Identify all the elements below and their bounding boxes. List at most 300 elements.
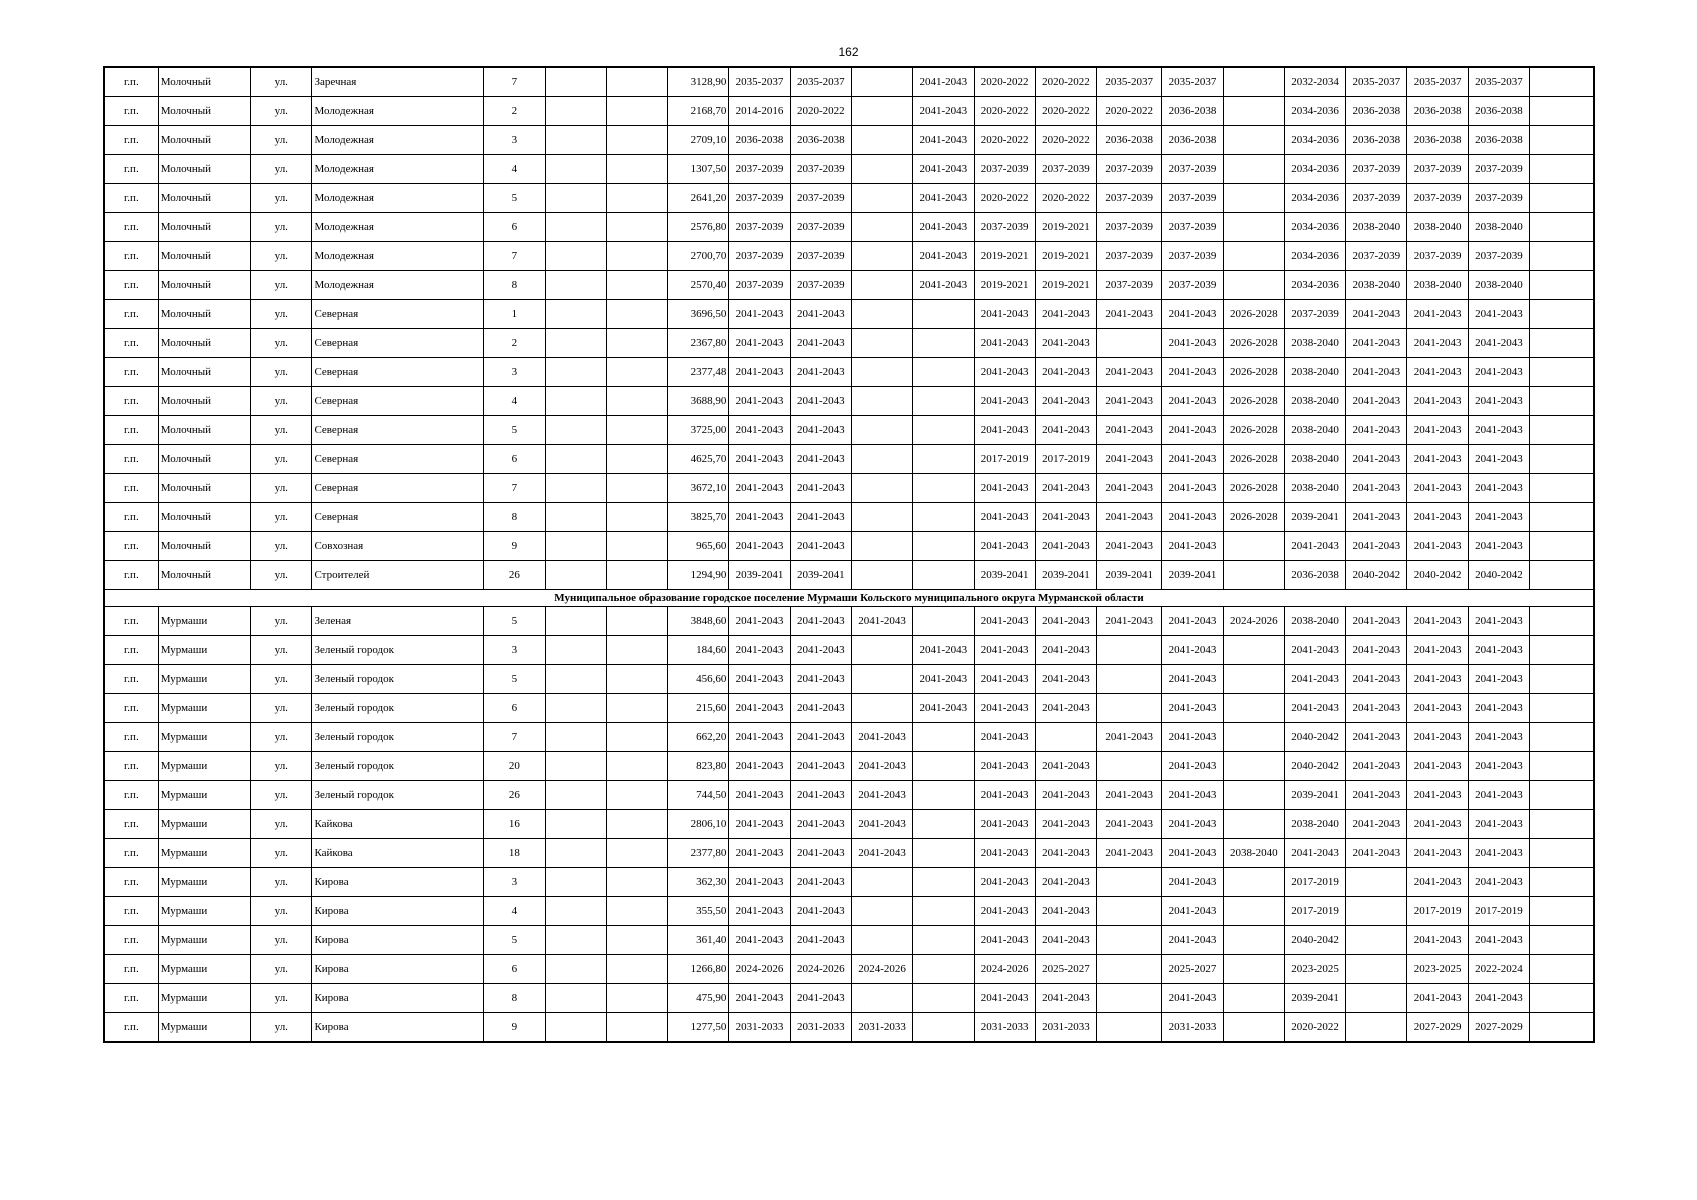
- table-cell: г.п.: [104, 416, 158, 445]
- table-cell: Мурмаши: [158, 1013, 250, 1043]
- table-cell: ул.: [251, 155, 312, 184]
- table-cell: [1097, 897, 1162, 926]
- table-cell: 2038-2040: [1346, 271, 1407, 300]
- table-cell: 2041-2043: [1284, 839, 1345, 868]
- table-cell: [913, 810, 974, 839]
- table-cell: [1346, 926, 1407, 955]
- table-cell: 2041-2043: [729, 781, 790, 810]
- table-cell: 2041-2043: [1407, 694, 1468, 723]
- table-row: [104, 607, 1594, 636]
- table-cell: [606, 213, 667, 242]
- table-cell: 2041-2043: [729, 810, 790, 839]
- table-cell: 2041-2043: [1407, 868, 1468, 897]
- table-cell: 2576,80: [668, 213, 729, 242]
- table-cell: 2041-2043: [1407, 300, 1468, 329]
- table-cell: Зеленый городок: [312, 752, 484, 781]
- table-cell: [606, 387, 667, 416]
- table-row: [104, 329, 1594, 358]
- table-cell: 2027-2029: [1468, 1013, 1529, 1043]
- table-cell: Молочный: [158, 387, 250, 416]
- table-cell: [606, 926, 667, 955]
- table-cell: 2037-2039: [1097, 155, 1162, 184]
- table-cell: ул.: [251, 955, 312, 984]
- table-cell: [545, 474, 606, 503]
- table-cell: [1223, 271, 1284, 300]
- table-cell: [1530, 242, 1594, 271]
- table-cell: [1530, 897, 1594, 926]
- table-cell: 2020-2022: [1035, 184, 1096, 213]
- table-cell: 2041-2043: [790, 416, 851, 445]
- table-body-molochny: [104, 67, 1594, 590]
- table-cell: 2041-2043: [790, 474, 851, 503]
- table-cell: 2041-2043: [1407, 474, 1468, 503]
- table-cell: 2041-2043: [729, 474, 790, 503]
- table-cell: 2041-2043: [974, 984, 1035, 1013]
- table-cell: 2017-2019: [1284, 868, 1345, 897]
- table-cell: 2041-2043: [1346, 300, 1407, 329]
- table-cell: 2037-2039: [790, 213, 851, 242]
- table-row: [104, 445, 1594, 474]
- table-cell: [913, 868, 974, 897]
- table-cell: 2041-2043: [851, 607, 912, 636]
- table-cell: [1530, 329, 1594, 358]
- table-cell: 2041-2043: [1346, 474, 1407, 503]
- table-cell: ул.: [251, 607, 312, 636]
- table-cell: 2041-2043: [729, 358, 790, 387]
- table-cell: 2017-2019: [1468, 897, 1529, 926]
- table-cell: 2038-2040: [1346, 213, 1407, 242]
- table-cell: 2041-2043: [729, 694, 790, 723]
- table-cell: ул.: [251, 329, 312, 358]
- table-cell: 2041-2043: [1407, 607, 1468, 636]
- table-cell: г.п.: [104, 694, 158, 723]
- table-cell: 2041-2043: [1468, 839, 1529, 868]
- table-cell: [1530, 926, 1594, 955]
- table-cell: 2041-2043: [790, 607, 851, 636]
- table-cell: г.п.: [104, 474, 158, 503]
- table-cell: 2038-2040: [1468, 271, 1529, 300]
- table-cell: [1097, 984, 1162, 1013]
- table-cell: 2037-2039: [1035, 155, 1096, 184]
- table-row: [104, 358, 1594, 387]
- table-cell: 9: [484, 1013, 545, 1043]
- table-cell: 2041-2043: [913, 213, 974, 242]
- table-cell: [545, 561, 606, 590]
- table-row: [104, 97, 1594, 126]
- table-cell: 2041-2043: [1284, 636, 1345, 665]
- table-cell: 2041-2043: [1162, 474, 1223, 503]
- table-cell: [1530, 445, 1594, 474]
- table-cell: г.п.: [104, 300, 158, 329]
- table-cell: [851, 532, 912, 561]
- table-cell: Мурмаши: [158, 694, 250, 723]
- table-cell: 2041-2043: [1035, 636, 1096, 665]
- table-cell: 2040-2042: [1468, 561, 1529, 590]
- table-cell: г.п.: [104, 636, 158, 665]
- table-cell: Кирова: [312, 1013, 484, 1043]
- table-cell: 2806,10: [668, 810, 729, 839]
- table-row: [104, 984, 1594, 1013]
- table-cell: [1223, 752, 1284, 781]
- table-cell: 5: [484, 665, 545, 694]
- table-cell: 2041-2043: [1346, 810, 1407, 839]
- table-cell: Молочный: [158, 445, 250, 474]
- table-cell: ул.: [251, 67, 312, 97]
- table-cell: 2037-2039: [1468, 242, 1529, 271]
- table-cell: 2041-2043: [1035, 810, 1096, 839]
- table-cell: Молочный: [158, 213, 250, 242]
- table-cell: 2041-2043: [1035, 897, 1096, 926]
- table-cell: [851, 126, 912, 155]
- table-cell: [1346, 868, 1407, 897]
- table-row: [104, 126, 1594, 155]
- table-cell: [913, 532, 974, 561]
- table-cell: г.п.: [104, 665, 158, 694]
- table-cell: [606, 752, 667, 781]
- table-cell: г.п.: [104, 213, 158, 242]
- table-cell: [1530, 184, 1594, 213]
- table-cell: 2034-2036: [1284, 271, 1345, 300]
- table-cell: 2041-2043: [974, 723, 1035, 752]
- table-cell: 2041-2043: [1468, 329, 1529, 358]
- table-cell: г.п.: [104, 184, 158, 213]
- table-cell: 2041-2043: [790, 532, 851, 561]
- table-cell: г.п.: [104, 67, 158, 97]
- table-cell: 2020-2022: [974, 184, 1035, 213]
- section-title: Муниципальное образование городское поселение Мурмаши Кольского муниципального округа Мурманской области: [104, 590, 1594, 607]
- table-cell: 2035-2037: [1468, 67, 1529, 97]
- table-cell: 2026-2028: [1223, 300, 1284, 329]
- table-row: [104, 955, 1594, 984]
- table-cell: 2641,20: [668, 184, 729, 213]
- table-cell: 2041-2043: [974, 926, 1035, 955]
- table-cell: 2041-2043: [1035, 839, 1096, 868]
- table-cell: 2019-2021: [974, 271, 1035, 300]
- table-cell: Мурмаши: [158, 723, 250, 752]
- table-cell: [545, 532, 606, 561]
- table-row: [104, 532, 1594, 561]
- table-cell: [545, 242, 606, 271]
- table-cell: [1097, 636, 1162, 665]
- table-cell: 2037-2039: [790, 242, 851, 271]
- table-cell: 2041-2043: [1162, 607, 1223, 636]
- table-cell: 2041-2043: [1035, 984, 1096, 1013]
- table-row: [104, 636, 1594, 665]
- table-cell: 2041-2043: [1468, 694, 1529, 723]
- table-cell: [1223, 955, 1284, 984]
- table-cell: [1530, 1013, 1594, 1043]
- table-cell: 2041-2043: [1468, 503, 1529, 532]
- table-cell: [1530, 810, 1594, 839]
- table-cell: 2020-2022: [1097, 97, 1162, 126]
- table-cell: 7: [484, 67, 545, 97]
- table-cell: 2041-2043: [913, 126, 974, 155]
- table-cell: 2041-2043: [913, 694, 974, 723]
- table-cell: Северная: [312, 503, 484, 532]
- table-cell: Северная: [312, 387, 484, 416]
- table-cell: [851, 868, 912, 897]
- table-row: [104, 810, 1594, 839]
- table-cell: 2026-2028: [1223, 503, 1284, 532]
- table-cell: [606, 897, 667, 926]
- table-cell: [606, 636, 667, 665]
- table-cell: 2041-2043: [729, 984, 790, 1013]
- table-cell: 7: [484, 242, 545, 271]
- table-cell: 2036-2038: [1284, 561, 1345, 590]
- table-cell: 2041-2043: [729, 416, 790, 445]
- table-cell: 2035-2037: [1346, 67, 1407, 97]
- table-row: [104, 503, 1594, 532]
- table-cell: 2038-2040: [1284, 474, 1345, 503]
- table-cell: [1097, 329, 1162, 358]
- table-cell: [606, 532, 667, 561]
- table-cell: 2037-2039: [729, 213, 790, 242]
- table-cell: [1223, 242, 1284, 271]
- table-cell: 2041-2043: [851, 752, 912, 781]
- table-cell: г.п.: [104, 897, 158, 926]
- table-cell: 2025-2027: [1162, 955, 1223, 984]
- table-cell: 2041-2043: [1284, 532, 1345, 561]
- table-cell: 2038-2040: [1284, 810, 1345, 839]
- table-cell: Молочный: [158, 97, 250, 126]
- table-cell: [913, 1013, 974, 1043]
- table-cell: Зеленый городок: [312, 723, 484, 752]
- table-cell: 2040-2042: [1407, 561, 1468, 590]
- table-cell: 2041-2043: [1346, 781, 1407, 810]
- table-cell: Северная: [312, 329, 484, 358]
- table-cell: 2041-2043: [1035, 532, 1096, 561]
- table-cell: 2041-2043: [790, 781, 851, 810]
- table-cell: [606, 984, 667, 1013]
- table-cell: 2020-2022: [1035, 97, 1096, 126]
- table-cell: [1530, 636, 1594, 665]
- table-cell: 2041-2043: [1162, 839, 1223, 868]
- table-cell: [606, 358, 667, 387]
- table-cell: 2037-2039: [1162, 271, 1223, 300]
- table-cell: 2041-2043: [1407, 984, 1468, 1013]
- table-cell: [851, 387, 912, 416]
- table-cell: 2041-2043: [1346, 694, 1407, 723]
- table-cell: ул.: [251, 839, 312, 868]
- table-cell: 2041-2043: [1468, 445, 1529, 474]
- table-cell: 2041-2043: [851, 781, 912, 810]
- table-cell: 2026-2028: [1223, 358, 1284, 387]
- table-cell: г.п.: [104, 387, 158, 416]
- table-cell: 2038-2040: [1284, 416, 1345, 445]
- table-cell: Молодежная: [312, 271, 484, 300]
- table-cell: Молочный: [158, 184, 250, 213]
- table-cell: [913, 561, 974, 590]
- table-cell: г.п.: [104, 97, 158, 126]
- table-cell: ул.: [251, 416, 312, 445]
- table-cell: [1530, 126, 1594, 155]
- table-cell: 2041-2043: [974, 607, 1035, 636]
- table-cell: 2037-2039: [1468, 184, 1529, 213]
- table-cell: [545, 665, 606, 694]
- table-cell: 2041-2043: [1035, 781, 1096, 810]
- table-cell: 2039-2041: [790, 561, 851, 590]
- table-cell: [545, 213, 606, 242]
- table-row: [104, 897, 1594, 926]
- table-cell: [913, 607, 974, 636]
- table-cell: [1097, 752, 1162, 781]
- table-cell: 2038-2040: [1223, 839, 1284, 868]
- table-cell: г.п.: [104, 503, 158, 532]
- table-row: [104, 752, 1594, 781]
- table-cell: Молодежная: [312, 242, 484, 271]
- table-cell: ул.: [251, 723, 312, 752]
- table-cell: 2019-2021: [1035, 271, 1096, 300]
- table-cell: 2041-2043: [1097, 300, 1162, 329]
- table-cell: 2041-2043: [1035, 300, 1096, 329]
- table-cell: 2041-2043: [1468, 868, 1529, 897]
- table-cell: Кирова: [312, 926, 484, 955]
- table-cell: [545, 387, 606, 416]
- table-cell: ул.: [251, 561, 312, 590]
- table-cell: 2024-2026: [790, 955, 851, 984]
- table-cell: 3696,50: [668, 300, 729, 329]
- table-cell: 2041-2043: [790, 723, 851, 752]
- table-cell: 2041-2043: [729, 329, 790, 358]
- table-cell: 2041-2043: [1162, 868, 1223, 897]
- table-cell: 2036-2038: [1468, 97, 1529, 126]
- table-cell: 2041-2043: [1468, 984, 1529, 1013]
- table-cell: [851, 97, 912, 126]
- table-cell: 2377,80: [668, 839, 729, 868]
- table-cell: 2026-2028: [1223, 474, 1284, 503]
- table-cell: 2041-2043: [1035, 474, 1096, 503]
- table-cell: 2037-2039: [790, 155, 851, 184]
- table-cell: 2041-2043: [1407, 723, 1468, 752]
- table-cell: 2026-2028: [1223, 387, 1284, 416]
- table-cell: 456,60: [668, 665, 729, 694]
- table-cell: [606, 868, 667, 897]
- table-cell: ул.: [251, 503, 312, 532]
- table-cell: ул.: [251, 694, 312, 723]
- table-cell: [545, 607, 606, 636]
- table-cell: 2041-2043: [729, 723, 790, 752]
- table-cell: 2020-2022: [974, 126, 1035, 155]
- section-header: [104, 590, 1594, 607]
- table-cell: [545, 636, 606, 665]
- table-cell: 2041-2043: [1097, 781, 1162, 810]
- table-cell: 2041-2043: [913, 97, 974, 126]
- table-cell: Северная: [312, 358, 484, 387]
- table-cell: 2034-2036: [1284, 242, 1345, 271]
- table-cell: [851, 636, 912, 665]
- table-cell: 361,40: [668, 926, 729, 955]
- table-cell: 2041-2043: [1162, 665, 1223, 694]
- table-cell: 2041-2043: [1162, 387, 1223, 416]
- table-cell: ул.: [251, 358, 312, 387]
- table-cell: [1530, 561, 1594, 590]
- table-cell: 2041-2043: [1468, 781, 1529, 810]
- table-cell: Молочный: [158, 561, 250, 590]
- table-cell: [1530, 868, 1594, 897]
- table-cell: 6: [484, 694, 545, 723]
- table-cell: 362,30: [668, 868, 729, 897]
- table-cell: 2041-2043: [1346, 445, 1407, 474]
- table-cell: 2041-2043: [1162, 532, 1223, 561]
- table-cell: 2041-2043: [1035, 926, 1096, 955]
- table-cell: [1223, 213, 1284, 242]
- table-cell: 2014-2016: [729, 97, 790, 126]
- table-cell: 2041-2043: [1035, 665, 1096, 694]
- table-cell: 2035-2037: [790, 67, 851, 97]
- table-cell: 2041-2043: [1035, 358, 1096, 387]
- table-cell: г.п.: [104, 984, 158, 1013]
- table-cell: 2041-2043: [1035, 329, 1096, 358]
- table-cell: 823,80: [668, 752, 729, 781]
- table-cell: ул.: [251, 752, 312, 781]
- table-cell: Мурмаши: [158, 810, 250, 839]
- table-cell: [913, 781, 974, 810]
- table-cell: 2709,10: [668, 126, 729, 155]
- table-cell: [851, 184, 912, 213]
- table-cell: [1097, 665, 1162, 694]
- table-cell: 2041-2043: [790, 665, 851, 694]
- table-cell: [1530, 955, 1594, 984]
- table-cell: 2041-2043: [1346, 665, 1407, 694]
- table-cell: [1223, 723, 1284, 752]
- table-cell: [1530, 300, 1594, 329]
- table-cell: 2041-2043: [1097, 416, 1162, 445]
- table-row: [104, 694, 1594, 723]
- table-cell: [1530, 607, 1594, 636]
- table-cell: 2041-2043: [790, 358, 851, 387]
- table-cell: 2038-2040: [1284, 358, 1345, 387]
- table-cell: Зеленый городок: [312, 694, 484, 723]
- table-cell: ул.: [251, 868, 312, 897]
- table-cell: 2022-2024: [1468, 955, 1529, 984]
- table-cell: Северная: [312, 416, 484, 445]
- table-cell: 2036-2038: [1468, 126, 1529, 155]
- table-cell: ул.: [251, 810, 312, 839]
- table-cell: [913, 752, 974, 781]
- table-cell: [1530, 387, 1594, 416]
- table-cell: Молочный: [158, 358, 250, 387]
- table-cell: г.п.: [104, 607, 158, 636]
- table-cell: 2031-2033: [790, 1013, 851, 1043]
- table-cell: 2041-2043: [974, 752, 1035, 781]
- table-cell: 2040-2042: [1346, 561, 1407, 590]
- table-cell: 4625,70: [668, 445, 729, 474]
- table-cell: 2041-2043: [974, 868, 1035, 897]
- table-cell: 2041-2043: [790, 300, 851, 329]
- table-cell: [1346, 984, 1407, 1013]
- table-cell: [606, 416, 667, 445]
- table-cell: 2036-2038: [729, 126, 790, 155]
- table-cell: [606, 561, 667, 590]
- table-cell: [545, 300, 606, 329]
- table-cell: [1530, 474, 1594, 503]
- table-cell: 2041-2043: [974, 300, 1035, 329]
- table-cell: г.п.: [104, 1013, 158, 1043]
- table-cell: [606, 607, 667, 636]
- table-cell: ул.: [251, 445, 312, 474]
- table-cell: 2036-2038: [1346, 97, 1407, 126]
- table-cell: 2038-2040: [1284, 607, 1345, 636]
- table-cell: [606, 1013, 667, 1043]
- table-cell: [1530, 752, 1594, 781]
- table-cell: 2039-2041: [1284, 781, 1345, 810]
- table-cell: 2041-2043: [1468, 387, 1529, 416]
- section-row: [104, 590, 1594, 607]
- table-cell: 215,60: [668, 694, 729, 723]
- table-cell: [1223, 665, 1284, 694]
- table-cell: [1530, 503, 1594, 532]
- table-cell: ул.: [251, 926, 312, 955]
